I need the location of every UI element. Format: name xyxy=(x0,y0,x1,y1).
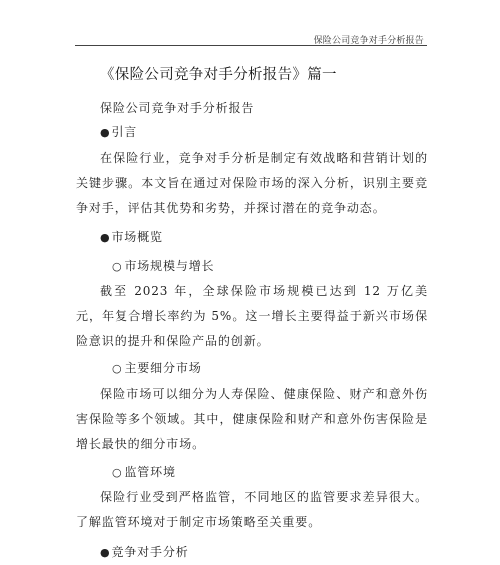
circle-bullet-icon: ○ xyxy=(112,466,123,479)
header-rule xyxy=(75,45,427,46)
subsection-heading-label: 监管环境 xyxy=(124,465,176,479)
paragraph-segments: 保险市场可以细分为人寿保险、健康保险、财产和意外伤害保险等多个领域。其中，健康保险和财产和意外伤害保险是增长最快的细分市场。 xyxy=(76,387,428,451)
section-heading-label: 市场概览 xyxy=(111,230,163,244)
paragraph-market-size: 截至 2023 年，全球保险市场规模已达到 12 万亿美元，年复合增长率约为 5%。这一增长主要得益于新兴市场保险意识的提升和保险产品的创新。 xyxy=(76,284,428,348)
section-heading-market-overview xyxy=(100,225,163,250)
section-heading-competitors xyxy=(100,540,189,565)
document-subtitle: 保险公司竞争对手分析报告 xyxy=(100,101,255,115)
subsection-heading-label: 市场规模与增长 xyxy=(124,259,215,273)
circle-bullet-icon: ○ xyxy=(112,362,123,375)
section-heading-label: 引言 xyxy=(111,125,138,139)
section-heading-intro xyxy=(100,120,137,145)
bullet-icon: ● xyxy=(100,126,111,139)
running-header: 保险公司竞争对手分析报告 xyxy=(313,36,424,46)
subsection-heading-size xyxy=(112,254,214,279)
subsection-heading-regulation xyxy=(112,460,176,485)
paragraph-regulation: 保险行业受到严格监管，不同地区的监管要求差异很大。了解监管环境对于制定市场策略至关重要。 xyxy=(76,490,428,529)
section-heading-label: 竞争对手分析 xyxy=(111,545,189,559)
subsection-heading-segments xyxy=(112,356,202,381)
subsection-heading-label: 主要细分市场 xyxy=(124,361,202,375)
document-title: 《保险公司竞争对手分析报告》篇一 xyxy=(100,67,337,83)
circle-bullet-icon: ○ xyxy=(112,260,123,273)
bullet-icon: ● xyxy=(100,546,111,559)
bullet-icon: ● xyxy=(100,231,111,244)
paragraph-intro: 在保险行业，竞争对手分析是制定有效战略和营销计划的关键步骤。本文旨在通过对保险市场的深入分析，识别主要竞争对手，评估其优势和劣势，并探讨潜在的竞争动态。 xyxy=(76,151,428,215)
